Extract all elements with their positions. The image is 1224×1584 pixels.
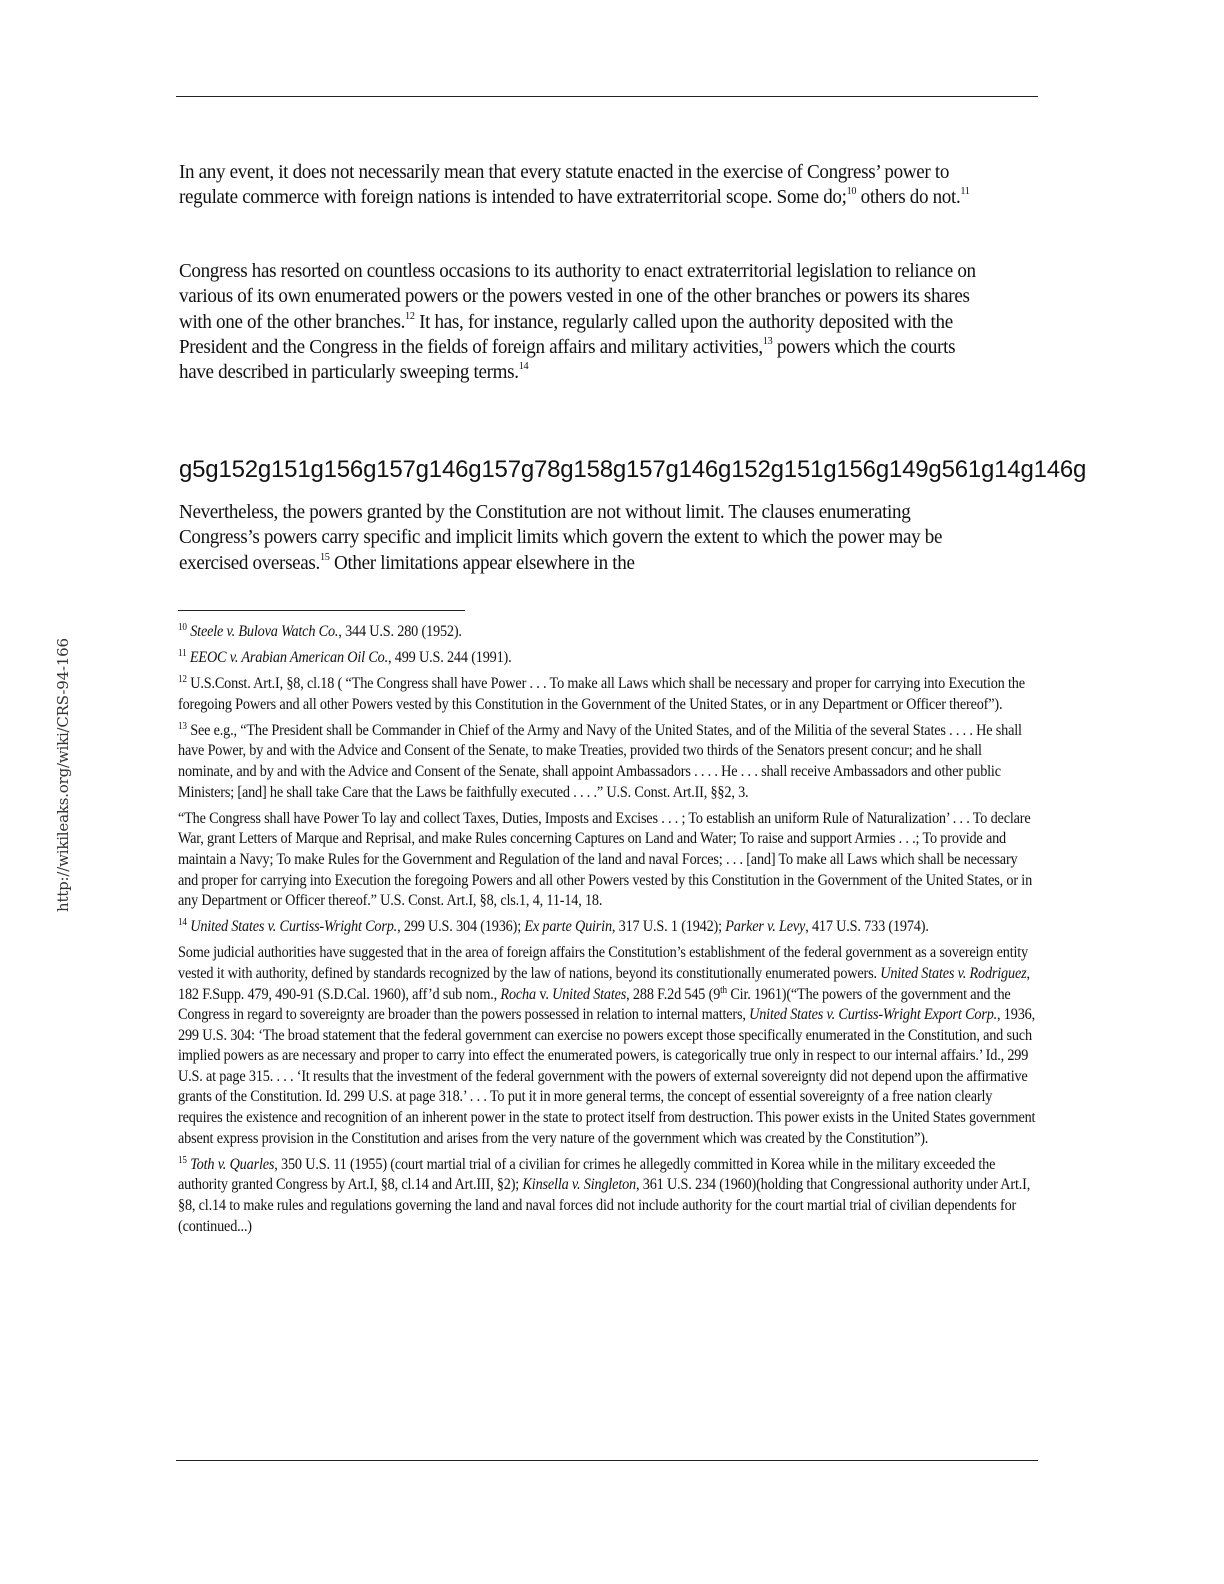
footnote-reference: 15 bbox=[319, 550, 330, 563]
text-run: , 350 U.S. 11 (1955) (court martial trial of a civilian for crimes he allegedly committed in Korea while in the military exceeded the authority granted Congress by Art.I, §8, cl.14 and Art.III, §2); bbox=[178, 1155, 996, 1194]
garbled-heading: g5g152g151g156g157g146g157g78g158g157g146g152g151g156g149g561g14g146g bbox=[179, 456, 1087, 483]
footnote-reference: 12 bbox=[178, 674, 187, 686]
text-run: See e.g., “The President shall be Commander in Chief of the Army and Navy of the United States, and of the Militia of the several States . . . . He shall have Power, by and with the Advice and Consent of the Senate, to make Treaties, provided two thirds of the Senators present concur; and he shall nominate, and by and with the Advice and Consent of the Senate, shall appoint Ambassadors . . . . He . . . shall receive Ambassadors and other public Ministers; [and] he shall take Care that the Laws be faithfully executed . . . .” U.S. Const. Art.II, §§2, 3. bbox=[178, 721, 1022, 801]
footnote-reference: 15 bbox=[178, 1154, 187, 1166]
text-run: , 344 U.S. 280 (1952). bbox=[338, 623, 462, 640]
footnote-reference: 11 bbox=[960, 185, 970, 198]
case-name: United States v. Curtiss-Wright Corp. bbox=[190, 918, 398, 936]
text-run: Nevertheless, the powers granted by the Constitution are not without limit. The clauses enumerating Congress’s powers carry specific and implicit limits which govern the extent to which the power may be exercised overseas. bbox=[179, 501, 943, 574]
case-name: EEOC v. Arabian American Oil Co. bbox=[189, 649, 388, 667]
footnote-reference: 12 bbox=[405, 309, 415, 322]
footnote-reference: th bbox=[720, 984, 727, 996]
footnote-reference: 14 bbox=[178, 917, 187, 929]
text-run: Some judicial authorities have suggested that in the area of foreign affairs the Constitution’s establishment of the federal government as a sovereign entity vested it with authority, defined by standards recognized by the law of nations, beyond its constitutionally enumerated powers. bbox=[178, 944, 1028, 982]
paragraph-1 bbox=[179, 160, 988, 211]
text-run: , 299 U.S. 304 (1936); bbox=[397, 918, 525, 936]
text-run: It has, for instance, regularly called upon the authority deposited with the President and the Congress in the fields of foreign affairs and military activities, bbox=[179, 310, 953, 358]
footnote-14 bbox=[178, 917, 1038, 938]
footnote-15 bbox=[178, 1155, 1038, 1237]
header-rule bbox=[176, 96, 1038, 97]
case-name: Parker v. Levy bbox=[725, 918, 806, 936]
case-name: Kinsella v. Singleton bbox=[522, 1176, 636, 1194]
footnote-reference: 14 bbox=[518, 360, 529, 373]
text-run: Congress has resorted on countless occasions to its authority to enact extraterritorial legislation to reliance on various of its own enumerated powers or the powers vested in one of the other branches or powers its shares with one of the other branches. bbox=[179, 260, 976, 333]
case-name: United States v. Rodriguez bbox=[880, 964, 1027, 982]
text-run: v. bbox=[535, 985, 553, 1003]
text-run: , 288 F.2d 545 (9 bbox=[626, 985, 721, 1003]
text-run: Other limitations appear elsewhere in the bbox=[329, 551, 635, 574]
text-run: Cir. 1961)(“The powers of the government and the Congress in regard to sovereignty are broader than the powers possessed in relation to internal matters, bbox=[178, 985, 1011, 1024]
text-run: , 361 U.S. 234 (1960)(holding that Congressional authority under Art.I, §8, cl.14 to make rules and regulations governing the land and naval forces did not include authority for the court martial trial of civilian dependents for (continued...) bbox=[178, 1176, 1031, 1235]
footnote-10 bbox=[178, 622, 1038, 643]
case-name: United States v. Curtiss-Wright Export Corp. bbox=[749, 1006, 998, 1024]
text-run: In any event, it does not necessarily mean that every statute enacted in the exercise of Congress’ power to regulate commerce with foreign nations is intended to have extraterritorial scope. Some do; bbox=[179, 161, 950, 209]
footnote-reference: 10 bbox=[846, 185, 857, 198]
footnote-13-continued bbox=[178, 809, 1038, 912]
case-name: Rocha bbox=[500, 985, 536, 1003]
footnote-reference: 10 bbox=[178, 622, 187, 633]
text-run: , 1936, 299 U.S. 304: ‘The broad statement that the federal government can exercise no powers except those specifically enumerated in the Constitution, and such implied powers as are necessary and proper to carry into effect the enumerated powers, is categorically true only in respect to our internal affairs.’ Id., 299 U.S. at page 315. . . . ‘It results that the investment of the federal government with the powers of external sovereignty did not depend upon the affirmative grants of the Constitution. Id. 299 U.S. at page 318.’ . . . To put it in more general terms, the concept of essential sovereignty of a free nation clearly requires the existence and recognition of an inherent power in the state to protect itself from destruction. This power exists in the United States government absent express provision in the Constitution and arises from the very nature of the government which was created by the Constitution”). bbox=[178, 1006, 1036, 1147]
footnote-12 bbox=[178, 674, 1038, 715]
footnote-reference: 11 bbox=[178, 648, 187, 660]
footer-rule bbox=[176, 1460, 1038, 1461]
case-name: Steele v. Bulova Watch Co. bbox=[190, 623, 339, 640]
footnote-14-continued bbox=[178, 943, 1038, 1149]
text-run: powers which the courts have described in particularly sweeping terms. bbox=[179, 335, 956, 384]
text-run: U.S.Const. Art.I, §8, cl.18 ( “The Congress shall have Power . . . To make all Laws which shall be necessary and proper for carrying into Execution the foregoing Powers and all other Powers vested by this Constitution in the Government of the United States, or in any Department or Officer thereof”). bbox=[178, 675, 1025, 713]
paragraph-3 bbox=[179, 500, 988, 576]
side-watermark-url[interactable]: http://wikileaks.org/wiki/CRS-94-166 bbox=[54, 638, 72, 912]
text-run: , 499 U.S. 244 (1991). bbox=[387, 649, 512, 667]
text-run: , 317 U.S. 1 (1942); bbox=[611, 918, 726, 936]
footnote-11 bbox=[178, 648, 1038, 669]
case-name: Ex parte Quirin bbox=[524, 918, 612, 936]
text-run: , 417 U.S. 733 (1974). bbox=[805, 918, 929, 936]
paragraph-2 bbox=[179, 259, 988, 385]
footnotes bbox=[178, 622, 1038, 1243]
case-name: United States bbox=[552, 985, 627, 1003]
text-run: others do not. bbox=[856, 186, 961, 209]
footnote-separator bbox=[178, 610, 465, 611]
footnote-reference: 13 bbox=[178, 720, 187, 732]
case-name: Toth v. Quarles bbox=[190, 1155, 275, 1173]
text-run: , 182 F.Supp. 479, 490-91 (S.D.Cal. 1960), aff’d sub nom., bbox=[178, 964, 1030, 1003]
text-run: “The Congress shall have Power To lay and collect Taxes, Duties, Imposts and Excises . . . ; To establish an uniform Rule of Naturalization’ . . . To declare War, grant Letters of Marque and Reprisal, and make Rules concerning Captures on Land and Water; To raise and support Armies . . .; To provide and maintain a Navy; To make Rules for the Government and Regulation of the land and naval Forces; . . . [and] To make all Laws which shall be necessary and proper for carrying into Execution the foregoing Powers and all other Powers vested by this Constitution in the Government of the United States, or in any Department or Officer thereof.” U.S. Const. Art.I, §8, cls.1, 4, 11-14, 18. bbox=[178, 809, 1033, 910]
footnote-reference: 13 bbox=[762, 334, 773, 347]
footnote-13 bbox=[178, 721, 1038, 803]
